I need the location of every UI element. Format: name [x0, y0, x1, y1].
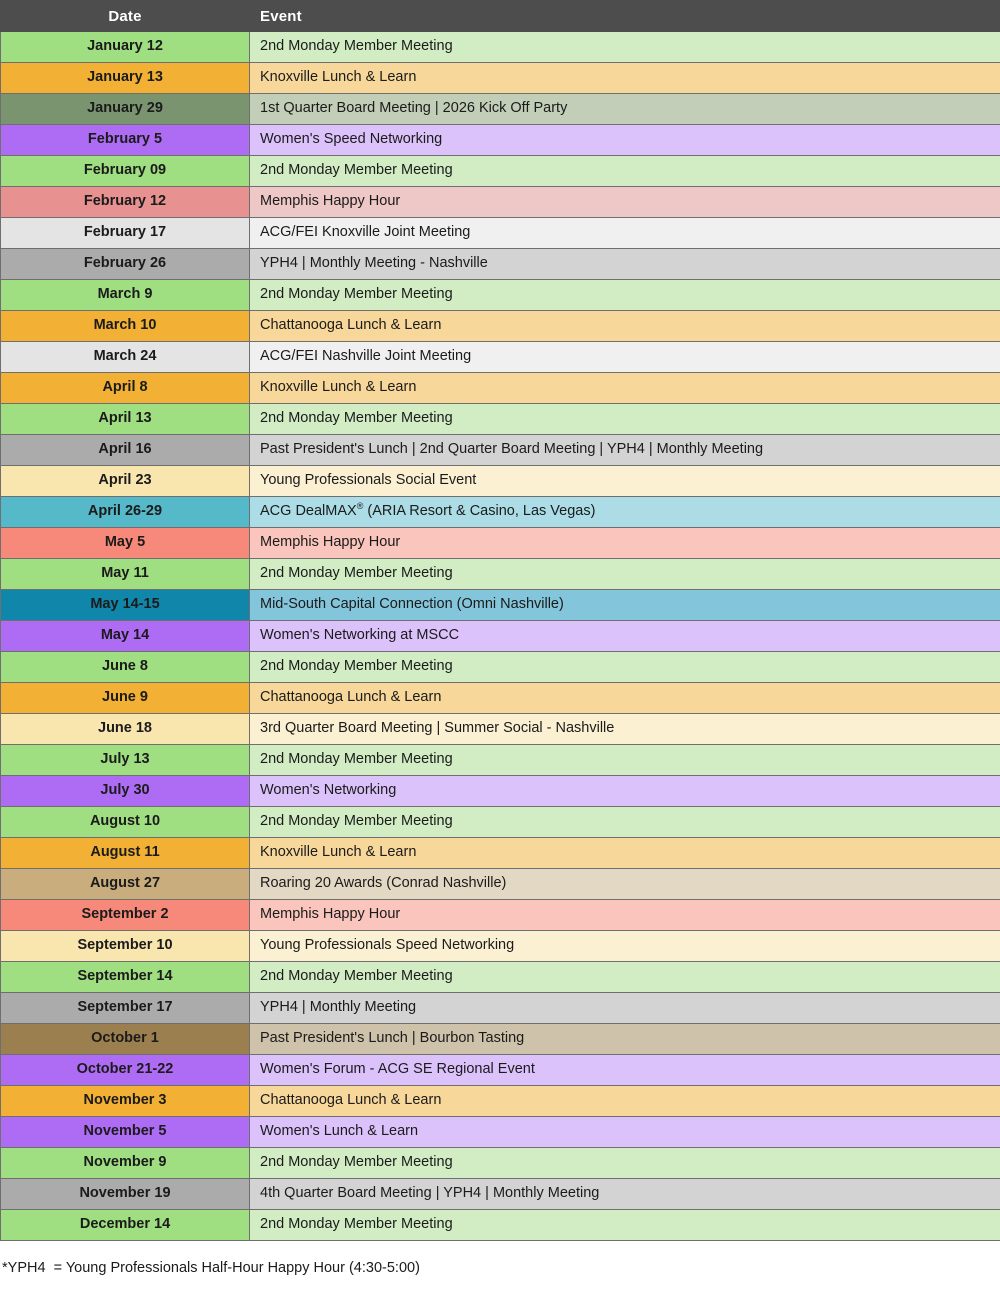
cell-event: Women's Networking [250, 776, 1000, 807]
table-row[interactable] [1, 1210, 1000, 1241]
cell-date: October 1 [1, 1024, 250, 1055]
cell-date: September 14 [1, 962, 250, 993]
table-row[interactable] [1, 559, 1000, 590]
cell-event: 2nd Monday Member Meeting [250, 404, 1000, 435]
cell-date: August 11 [1, 838, 250, 869]
table-header [1, 1, 1000, 32]
cell-event: 2nd Monday Member Meeting [250, 280, 1000, 311]
cell-date: March 24 [1, 342, 250, 373]
cell-date: November 9 [1, 1148, 250, 1179]
cell-event: 1st Quarter Board Meeting | 2026 Kick Off Party [250, 94, 1000, 125]
cell-date: June 8 [1, 652, 250, 683]
table-row[interactable] [1, 900, 1000, 931]
cell-date: December 14 [1, 1210, 250, 1241]
cell-date: August 27 [1, 869, 250, 900]
cell-event: 2nd Monday Member Meeting [250, 962, 1000, 993]
cell-event: 2nd Monday Member Meeting [250, 745, 1000, 776]
table-row[interactable] [1, 156, 1000, 187]
cell-event: Women's Lunch & Learn [250, 1117, 1000, 1148]
cell-event: YPH4 | Monthly Meeting [250, 993, 1000, 1024]
cell-date: November 19 [1, 1179, 250, 1210]
cell-event: Chattanooga Lunch & Learn [250, 311, 1000, 342]
cell-date: January 29 [1, 94, 250, 125]
cell-event: Past President's Lunch | Bourbon Tasting [250, 1024, 1000, 1055]
table-row[interactable] [1, 931, 1000, 962]
cell-event: Young Professionals Speed Networking [250, 931, 1000, 962]
table-row[interactable] [1, 776, 1000, 807]
cell-date: June 9 [1, 683, 250, 714]
cell-date: February 17 [1, 218, 250, 249]
header-row [1, 1, 1000, 32]
cell-date: September 17 [1, 993, 250, 1024]
cell-date: April 16 [1, 435, 250, 466]
table-row[interactable] [1, 745, 1000, 776]
cell-event: YPH4 | Monthly Meeting - Nashville [250, 249, 1000, 280]
table-row[interactable] [1, 838, 1000, 869]
cell-event: 2nd Monday Member Meeting [250, 156, 1000, 187]
cell-event: Women's Forum - ACG SE Regional Event [250, 1055, 1000, 1086]
cell-event: 3rd Quarter Board Meeting | Summer Social - Nashville [250, 714, 1000, 745]
cell-event: Mid-South Capital Connection (Omni Nashville) [250, 590, 1000, 621]
cell-date: February 26 [1, 249, 250, 280]
cell-date: July 30 [1, 776, 250, 807]
cell-event: 2nd Monday Member Meeting [250, 1210, 1000, 1241]
cell-event: 2nd Monday Member Meeting [250, 807, 1000, 838]
cell-event: ACG/FEI Knoxville Joint Meeting [250, 218, 1000, 249]
table-row[interactable] [1, 187, 1000, 218]
cell-date: June 18 [1, 714, 250, 745]
table-row[interactable] [1, 125, 1000, 156]
cell-date: October 21-22 [1, 1055, 250, 1086]
cell-event: Women's Speed Networking [250, 125, 1000, 156]
cell-event: 4th Quarter Board Meeting | YPH4 | Monthly Meeting [250, 1179, 1000, 1210]
column-header-event[interactable]: Event [250, 1, 1000, 32]
cell-event: 2nd Monday Member Meeting [250, 1148, 1000, 1179]
footnote-yph4: *YPH4 = Young Professionals Half-Hour Happy Hour (4:30-5:00) [2, 1260, 420, 1276]
cell-date: May 14 [1, 621, 250, 652]
cell-date: November 3 [1, 1086, 250, 1117]
cell-event: Women's Networking at MSCC [250, 621, 1000, 652]
cell-event: Young Professionals Social Event [250, 466, 1000, 497]
cell-date: January 12 [1, 32, 250, 63]
cell-date: May 14-15 [1, 590, 250, 621]
cell-event: 2nd Monday Member Meeting [250, 559, 1000, 590]
table-row[interactable] [1, 218, 1000, 249]
table-row[interactable] [1, 280, 1000, 311]
table-row[interactable] [1, 1055, 1000, 1086]
cell-date: April 23 [1, 466, 250, 497]
table-row[interactable] [1, 342, 1000, 373]
table-row[interactable] [1, 63, 1000, 94]
cell-event: ACG DealMAX® (ARIA Resort & Casino, Las Vegas) [250, 497, 1000, 528]
column-header-date[interactable]: Date [1, 1, 250, 32]
cell-date: April 13 [1, 404, 250, 435]
table-body [1, 32, 1000, 1241]
cell-date: September 2 [1, 900, 250, 931]
table-row[interactable] [1, 528, 1000, 559]
cell-date: March 9 [1, 280, 250, 311]
cell-event: Chattanooga Lunch & Learn [250, 1086, 1000, 1117]
table-row[interactable] [1, 497, 1000, 528]
table-row[interactable] [1, 249, 1000, 280]
cell-event: Roaring 20 Awards (Conrad Nashville) [250, 869, 1000, 900]
table-row[interactable] [1, 311, 1000, 342]
table-row[interactable] [1, 1117, 1000, 1148]
cell-date: September 10 [1, 931, 250, 962]
cell-date: May 11 [1, 559, 250, 590]
cell-event: Memphis Happy Hour [250, 528, 1000, 559]
cell-date: August 10 [1, 807, 250, 838]
cell-date: March 10 [1, 311, 250, 342]
cell-date: January 13 [1, 63, 250, 94]
cell-event: Memphis Happy Hour [250, 900, 1000, 931]
cell-date: May 5 [1, 528, 250, 559]
table-row[interactable] [1, 435, 1000, 466]
cell-event: Knoxville Lunch & Learn [250, 63, 1000, 94]
table-row[interactable] [1, 1148, 1000, 1179]
table-row[interactable] [1, 373, 1000, 404]
cell-event: ACG/FEI Nashville Joint Meeting [250, 342, 1000, 373]
cell-date: November 5 [1, 1117, 250, 1148]
cell-date: April 26-29 [1, 497, 250, 528]
table-row[interactable] [1, 94, 1000, 125]
table-row[interactable] [1, 993, 1000, 1024]
table-row[interactable] [1, 590, 1000, 621]
table-row[interactable] [1, 32, 1000, 63]
cell-event: Knoxville Lunch & Learn [250, 373, 1000, 404]
cell-event: 2nd Monday Member Meeting [250, 652, 1000, 683]
table-row[interactable] [1, 1024, 1000, 1055]
table-row[interactable] [1, 652, 1000, 683]
table-row[interactable] [1, 1179, 1000, 1210]
table-row[interactable] [1, 962, 1000, 993]
cell-date: February 12 [1, 187, 250, 218]
table-row[interactable] [1, 714, 1000, 745]
table-row[interactable] [1, 683, 1000, 714]
cell-date: April 8 [1, 373, 250, 404]
table-row[interactable] [1, 466, 1000, 497]
cell-date: July 13 [1, 745, 250, 776]
table-row[interactable] [1, 869, 1000, 900]
table-row[interactable] [1, 621, 1000, 652]
cell-event: Knoxville Lunch & Learn [250, 838, 1000, 869]
table-row[interactable] [1, 1086, 1000, 1117]
cell-event: Past President's Lunch | 2nd Quarter Board Meeting | YPH4 | Monthly Meeting [250, 435, 1000, 466]
cell-date: February 5 [1, 125, 250, 156]
table-row[interactable] [1, 404, 1000, 435]
cell-date: February 09 [1, 156, 250, 187]
table-row[interactable] [1, 807, 1000, 838]
cell-event: 2nd Monday Member Meeting [250, 32, 1000, 63]
cell-event: Memphis Happy Hour [250, 187, 1000, 218]
cell-event: Chattanooga Lunch & Learn [250, 683, 1000, 714]
